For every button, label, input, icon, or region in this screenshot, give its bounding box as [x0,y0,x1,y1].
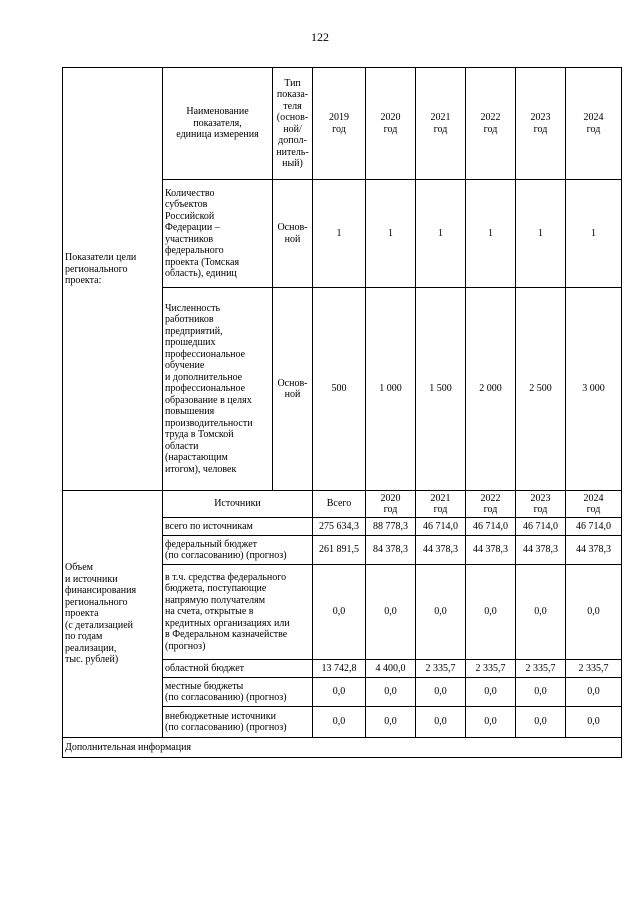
indicators-header-row [63,68,622,180]
indicator-value: 1 [516,180,566,288]
financing-value: 0,0 [416,678,466,707]
year-header: 2020 год [366,68,416,180]
financing-value: 2 335,7 [566,660,622,678]
financing-value: 2 335,7 [466,660,516,678]
indicator-type: Основ- ной [273,288,313,491]
financing-value: 0,0 [516,678,566,707]
indicator-value: 1 [416,180,466,288]
financing-value: 0,0 [566,678,622,707]
financing-header-row [63,491,622,518]
financing-source: местные бюджеты (по согласованию) (прогноз) [163,678,313,707]
financing-value: 44 378,3 [416,536,466,565]
indicator-type-header: Тип показа- теля (основ- ной/ допол- нитель- ный) [273,68,313,180]
indicator-value: 2 000 [466,288,516,491]
financing-source: в т.ч. средства федерального бюджета, поступающие напрямую получателям на счета, открытые в кредитных организациях или в Федеральном казначействе (прогноз) [163,565,313,660]
financing-value: 46 714,0 [516,518,566,536]
indicator-name: Количество субъектов Российской Федерации – участников федерального проекта (Томская область), единиц [163,180,273,288]
indicators-label-bottom [63,288,163,491]
project-table [62,67,622,758]
indicator-row [63,288,622,491]
financing-value: 2 335,7 [516,660,566,678]
year-header: 2023 год [516,68,566,180]
indicator-value: 1 500 [416,288,466,491]
year-header: 2019 год [313,68,366,180]
financing-total: 13 742,8 [313,660,366,678]
financing-total: 0,0 [313,678,366,707]
financing-source: областной бюджет [163,660,313,678]
financing-value: 44 378,3 [566,536,622,565]
year-header: 2021 год [416,68,466,180]
indicator-value: 500 [313,288,366,491]
financing-total: 0,0 [313,707,366,738]
financing-total: 0,0 [313,565,366,660]
financing-value: 88 778,3 [366,518,416,536]
total-header: Всего [313,491,366,518]
financing-value: 0,0 [366,565,416,660]
financing-value: 44 378,3 [466,536,516,565]
additional-info: Дополнительная информация [63,738,622,758]
year-header: 2024 год [566,68,622,180]
financing-value: 0,0 [366,707,416,738]
financing-value: 0,0 [466,707,516,738]
financing-value: 0,0 [566,707,622,738]
indicator-value: 1 [566,180,622,288]
financing-value: 46 714,0 [466,518,516,536]
year-header: 2021 год [416,491,466,518]
financing-source: всего по источникам [163,518,313,536]
financing-value: 84 378,3 [366,536,416,565]
financing-value: 0,0 [516,565,566,660]
financing-total: 261 891,5 [313,536,366,565]
financing-total: 275 634,3 [313,518,366,536]
financing-value: 2 335,7 [416,660,466,678]
financing-value: 0,0 [466,565,516,660]
year-header: 2022 год [466,491,516,518]
indicator-type: Основ- ной [273,180,313,288]
page-number: 122 [311,30,329,44]
financing-value: 0,0 [466,678,516,707]
indicator-row [63,180,622,288]
financing-source: внебюджетные источники (по согласованию) (прогноз) [163,707,313,738]
indicators-label-top [63,68,163,180]
indicator-value: 1 000 [366,288,416,491]
financing-value: 4 400,0 [366,660,416,678]
financing-source: федеральный бюджет (по согласованию) (прогноз) [163,536,313,565]
indicators-section-label: Показатели цели регионального проекта: [63,180,163,288]
financing-value: 44 378,3 [516,536,566,565]
indicator-value: 1 [366,180,416,288]
financing-value: 0,0 [566,565,622,660]
year-header: 2023 год [516,491,566,518]
indicator-name-header: Наименование показателя, единица измерения [163,68,273,180]
year-header: 2020 год [366,491,416,518]
financing-value: 0,0 [366,678,416,707]
year-header: 2022 год [466,68,516,180]
indicator-name: Численность работников предприятий, прошедших профессиональное обучение и дополнительное профессиональное образование в целях повышения производительности труда в Томской области (нарастающим итогом), человек [163,288,273,491]
additional-info-row [63,738,622,758]
financing-value: 0,0 [416,565,466,660]
indicator-value: 1 [313,180,366,288]
financing-value: 46 714,0 [416,518,466,536]
sources-header: Источники [163,491,313,518]
financing-section-label: Объем и источники финансирования регионального проекта (с детализацией по годам реализации, тыс. рублей) [63,491,163,738]
financing-value: 0,0 [516,707,566,738]
financing-value: 46 714,0 [566,518,622,536]
indicator-value: 1 [466,180,516,288]
year-header: 2024 год [566,491,622,518]
indicator-value: 2 500 [516,288,566,491]
indicator-value: 3 000 [566,288,622,491]
financing-value: 0,0 [416,707,466,738]
